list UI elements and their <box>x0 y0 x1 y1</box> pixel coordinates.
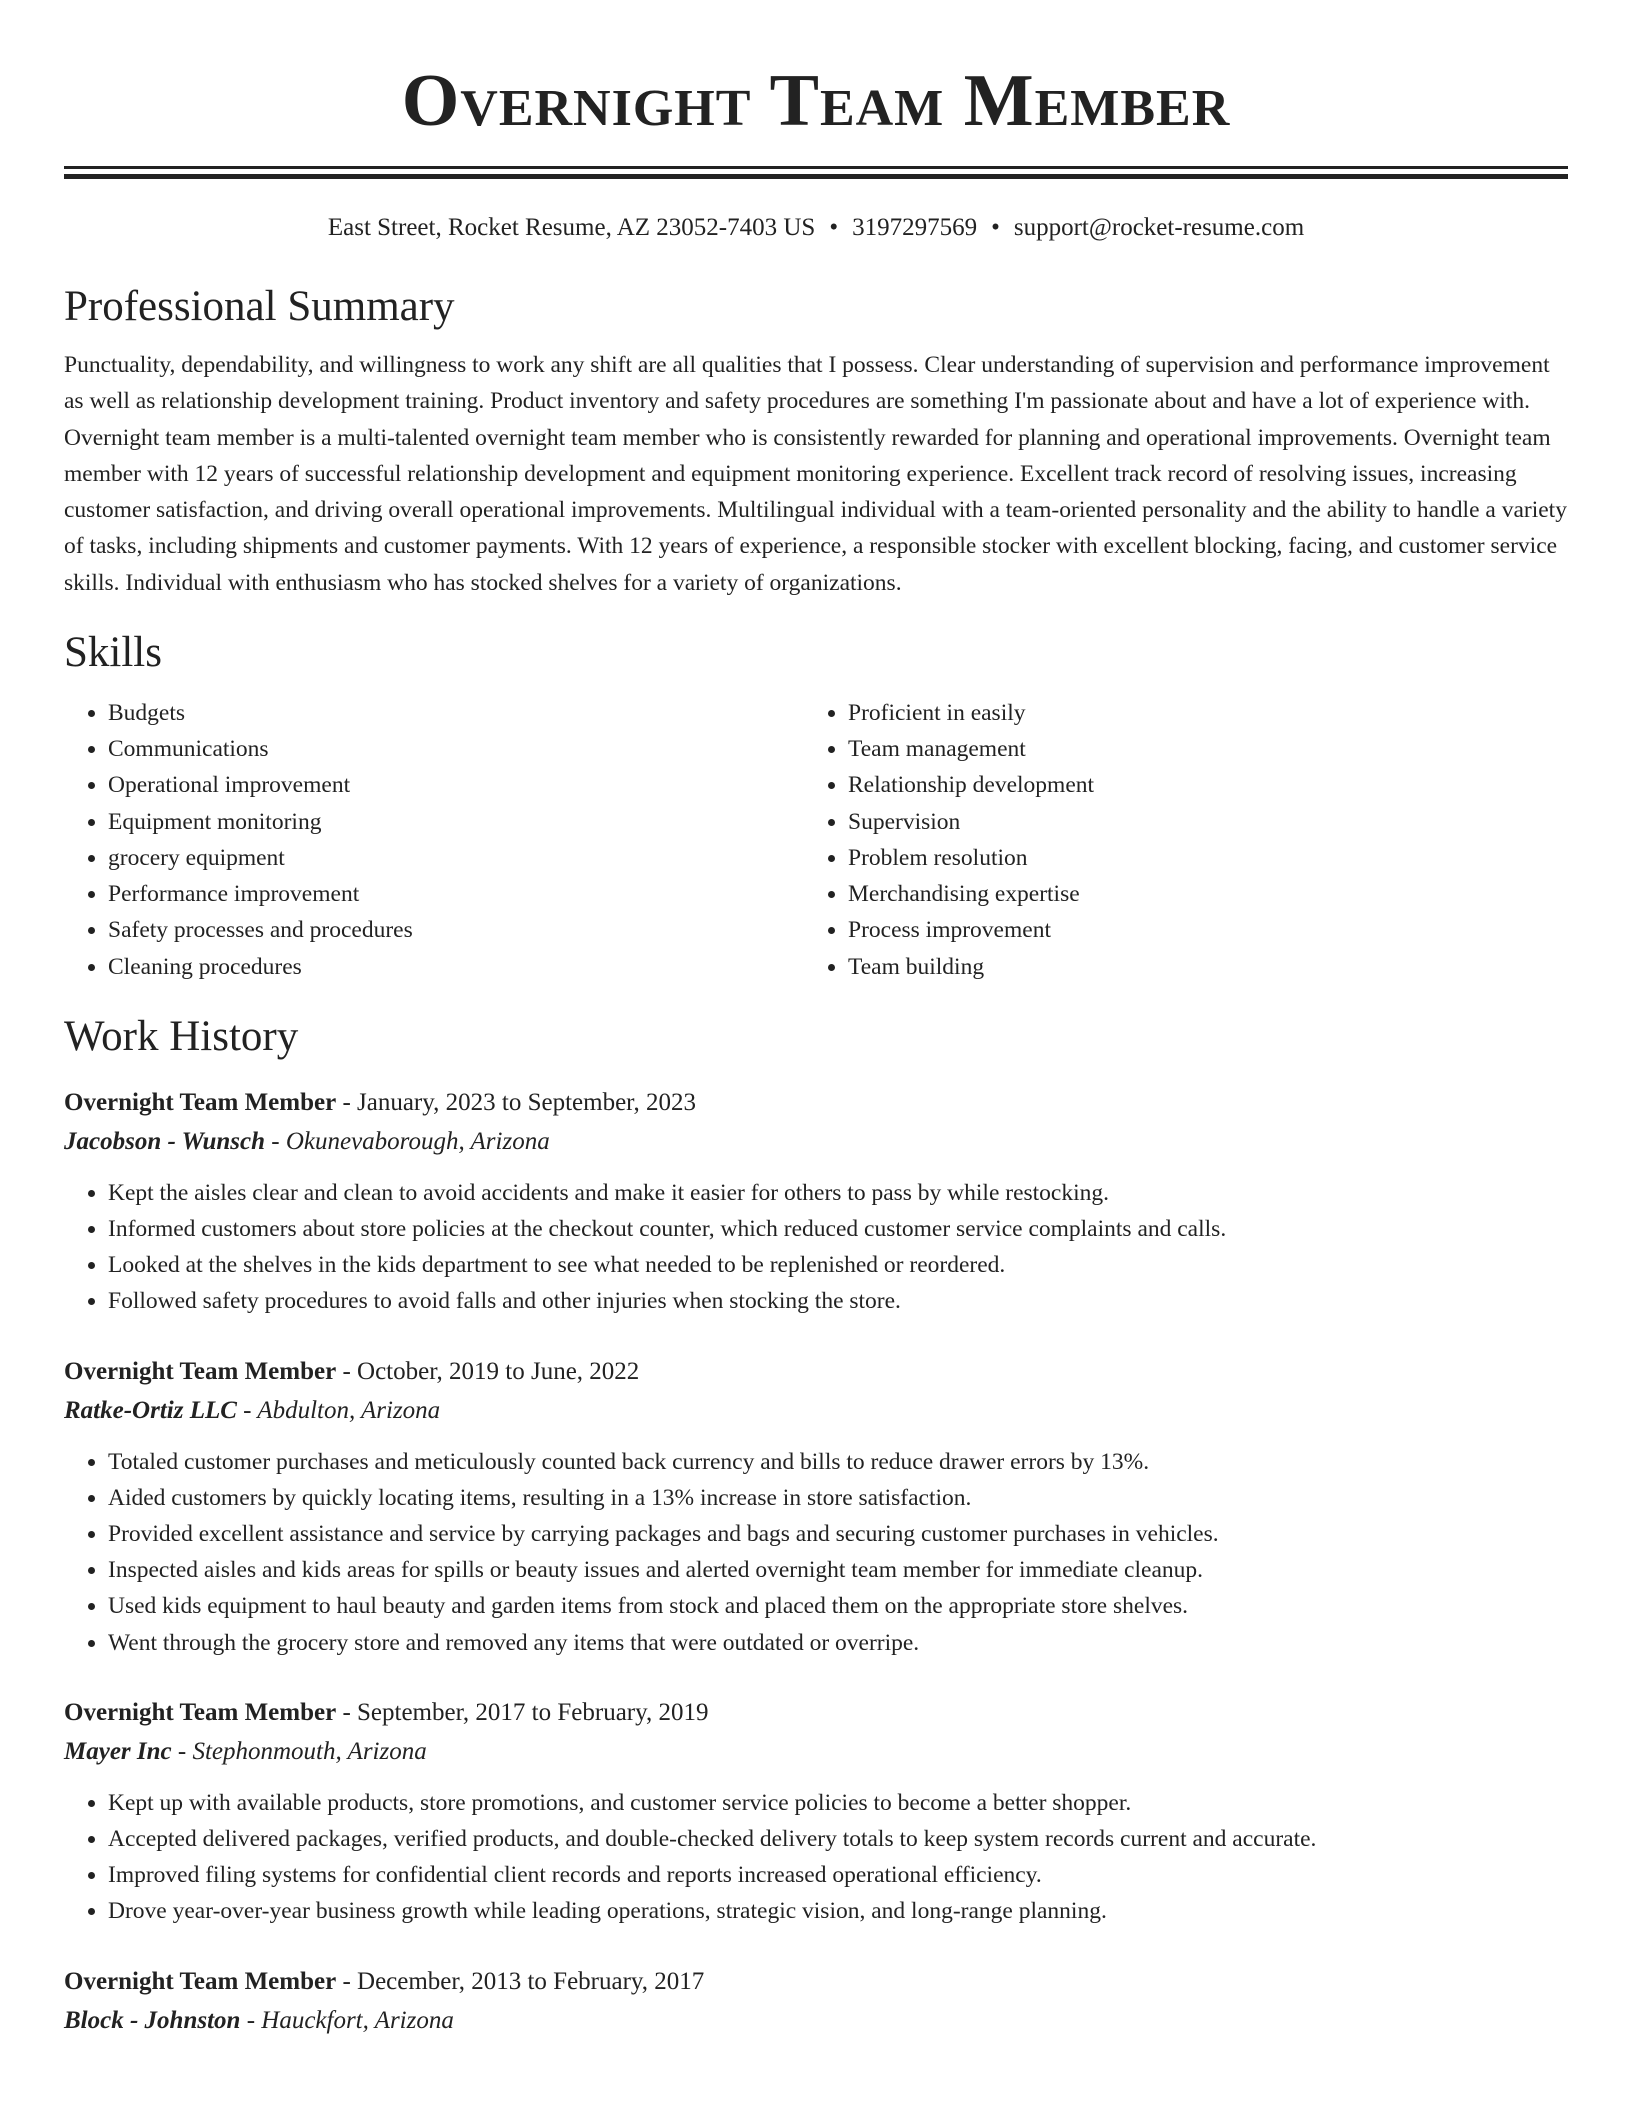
header-rule-thick <box>64 174 1568 179</box>
contact-separator: • <box>991 214 1000 241</box>
contact-email: support@rocket-resume.com <box>1013 214 1305 241</box>
job-company-line <box>64 1123 1568 1161</box>
contact-phone: 3197297569 <box>852 214 978 241</box>
skills-list-left <box>64 695 808 985</box>
skills-columns <box>64 695 1568 985</box>
skill-item: • Performance improvement <box>108 876 808 912</box>
skill-item: • Supervision <box>848 804 1548 840</box>
job-title-line <box>64 1693 1568 1733</box>
skill-item: • Operational improvement <box>108 767 808 803</box>
job-bullet: • Accepted delivered packages, verified products, and double-checked delivery totals to keep system records current and accurate. <box>108 1821 1568 1857</box>
summary-heading: Professional Summary <box>64 283 455 330</box>
job-title-line <box>64 1352 1568 1392</box>
skill-item: • Safety processes and procedures <box>108 912 808 948</box>
job-title-line <box>64 1083 1568 1123</box>
skills-heading: Skills <box>64 629 162 677</box>
job-bullet: • Improved filing systems for confidential client records and reports increased operational efficiency. <box>108 1857 1568 1893</box>
job-location: - Okunevaborough, Arizona <box>265 1127 550 1155</box>
job-company: Mayer Inc <box>64 1737 172 1765</box>
skill-item: • Problem resolution <box>848 840 1548 876</box>
job-entry <box>64 1352 1568 1661</box>
job-bullet: • Drove year-over-year business growth while leading operations, strategic vision, and long-range planning. <box>108 1893 1568 1929</box>
job-bullet: • Used kids equipment to haul beauty and garden items from stock and placed them on the appropriate store shelves. <box>108 1588 1568 1624</box>
candidate-name: Overnight Team Member <box>401 60 1231 142</box>
header-rule-thin <box>64 166 1568 169</box>
job-entry <box>64 1083 1568 1320</box>
skill-item: • Merchandising expertise <box>848 876 1548 912</box>
skill-item: • Team building <box>848 949 1548 985</box>
job-title: Overnight Team Member <box>64 1967 337 1995</box>
job-bullets <box>64 1785 1568 1930</box>
job-entry <box>64 1693 1568 1930</box>
job-bullets <box>64 1444 1568 1661</box>
job-company-line <box>64 1733 1568 1771</box>
job-location: - Stephonmouth, Arizona <box>171 1737 427 1765</box>
job-bullet: • Aided customers by quickly locating items, resulting in a 13% increase in store satisfaction. <box>108 1480 1568 1516</box>
work-history-heading: Work History <box>64 1012 299 1060</box>
contact-separator: • <box>829 214 839 241</box>
job-company: Block - Johnston <box>64 2006 241 2034</box>
job-bullet: • Informed customers about store policies at the checkout counter, which reduced customer service complaints and calls. <box>108 1211 1568 1247</box>
job-location: - Hauckfort, Arizona <box>240 2006 454 2034</box>
job-company-line <box>64 2002 1568 2040</box>
skill-item: • Budgets <box>108 695 808 731</box>
contact-line <box>64 211 1568 245</box>
skill-item: • Team management <box>848 731 1548 767</box>
job-bullet: • Provided excellent assistance and service by carrying packages and bags and securing customer purchases in vehicles. <box>108 1516 1568 1552</box>
skill-item: • Communications <box>108 731 808 767</box>
job-bullet: • Inspected aisles and kids areas for spills or beauty issues and alerted overnight team member for immediate cleanup. <box>108 1552 1568 1588</box>
contact-address: East Street, Rocket Resume, AZ 23052-7403 US <box>327 214 816 241</box>
job-entry <box>64 1962 1568 2040</box>
job-bullet: • Kept the aisles clear and clean to avoid accidents and make it easier for others to pass by while restocking. <box>108 1175 1568 1211</box>
skill-item: • grocery equipment <box>108 840 808 876</box>
skill-item: • Relationship development <box>848 767 1548 803</box>
skills-list-right <box>808 695 1548 985</box>
skill-item: • Cleaning procedures <box>108 949 808 985</box>
resume-page <box>64 0 1568 2040</box>
job-title: Overnight Team Member <box>64 1357 337 1385</box>
job-bullets <box>64 1175 1568 1320</box>
job-bullet: • Kept up with available products, store promotions, and customer service policies to become a better shopper. <box>108 1785 1568 1821</box>
job-title: Overnight Team Member <box>64 1088 337 1116</box>
job-company: Ratke-Ortiz LLC <box>64 1396 237 1424</box>
job-company-line <box>64 1392 1568 1430</box>
skill-item: • Equipment monitoring <box>108 804 808 840</box>
job-dates: - January, 2023 to September, 2023 <box>336 1088 696 1116</box>
job-dates: - September, 2017 to February, 2019 <box>336 1698 709 1726</box>
skill-item: • Process improvement <box>848 912 1548 948</box>
job-title: Overnight Team Member <box>64 1698 337 1726</box>
job-bullet: • Followed safety procedures to avoid falls and other injuries when stocking the store. <box>108 1283 1568 1319</box>
job-company: Jacobson - Wunsch <box>64 1127 265 1155</box>
job-bullet: • Totaled customer purchases and meticulously counted back currency and bills to reduce drawer errors by 13%. <box>108 1444 1568 1480</box>
skill-item: • Proficient in easily <box>848 695 1548 731</box>
job-dates: - October, 2019 to June, 2022 <box>336 1357 640 1385</box>
job-bullet: • Looked at the shelves in the kids department to see what needed to be replenished or reordered. <box>108 1247 1568 1283</box>
job-title-line <box>64 1962 1568 2002</box>
job-location: - Abdulton, Arizona <box>236 1396 441 1424</box>
job-bullet: • Went through the grocery store and removed any items that were outdated or overripe. <box>108 1625 1568 1661</box>
job-dates: - December, 2013 to February, 2017 <box>336 1967 705 1995</box>
summary-text: Punctuality, dependability, and willingness to work any shift are all qualities that I possess. Clear understanding of supervision and performance improvement as well as relationship development training. Product inventory and safety procedures are something I'm passionate about and have a lot of experience with. Overnight team member is a multi-talented overnight team member who is consistently rewarded for planning and operational improvements. Overnight team member with 12 years of successful relationship development and equipment monitoring experience. Excellent track record of resolving issues, increasing customer satisfaction, and driving overall operational improvements. Multilingual individual with a team-oriented personality and the ability to handle a variety of tasks, including shipments and customer payments. With 12 years of experience, a responsible stocker with excellent blocking, facing, and customer service skills. Individual with enthusiasm who has stocked shelves for a variety of organizations. <box>64 352 1567 596</box>
